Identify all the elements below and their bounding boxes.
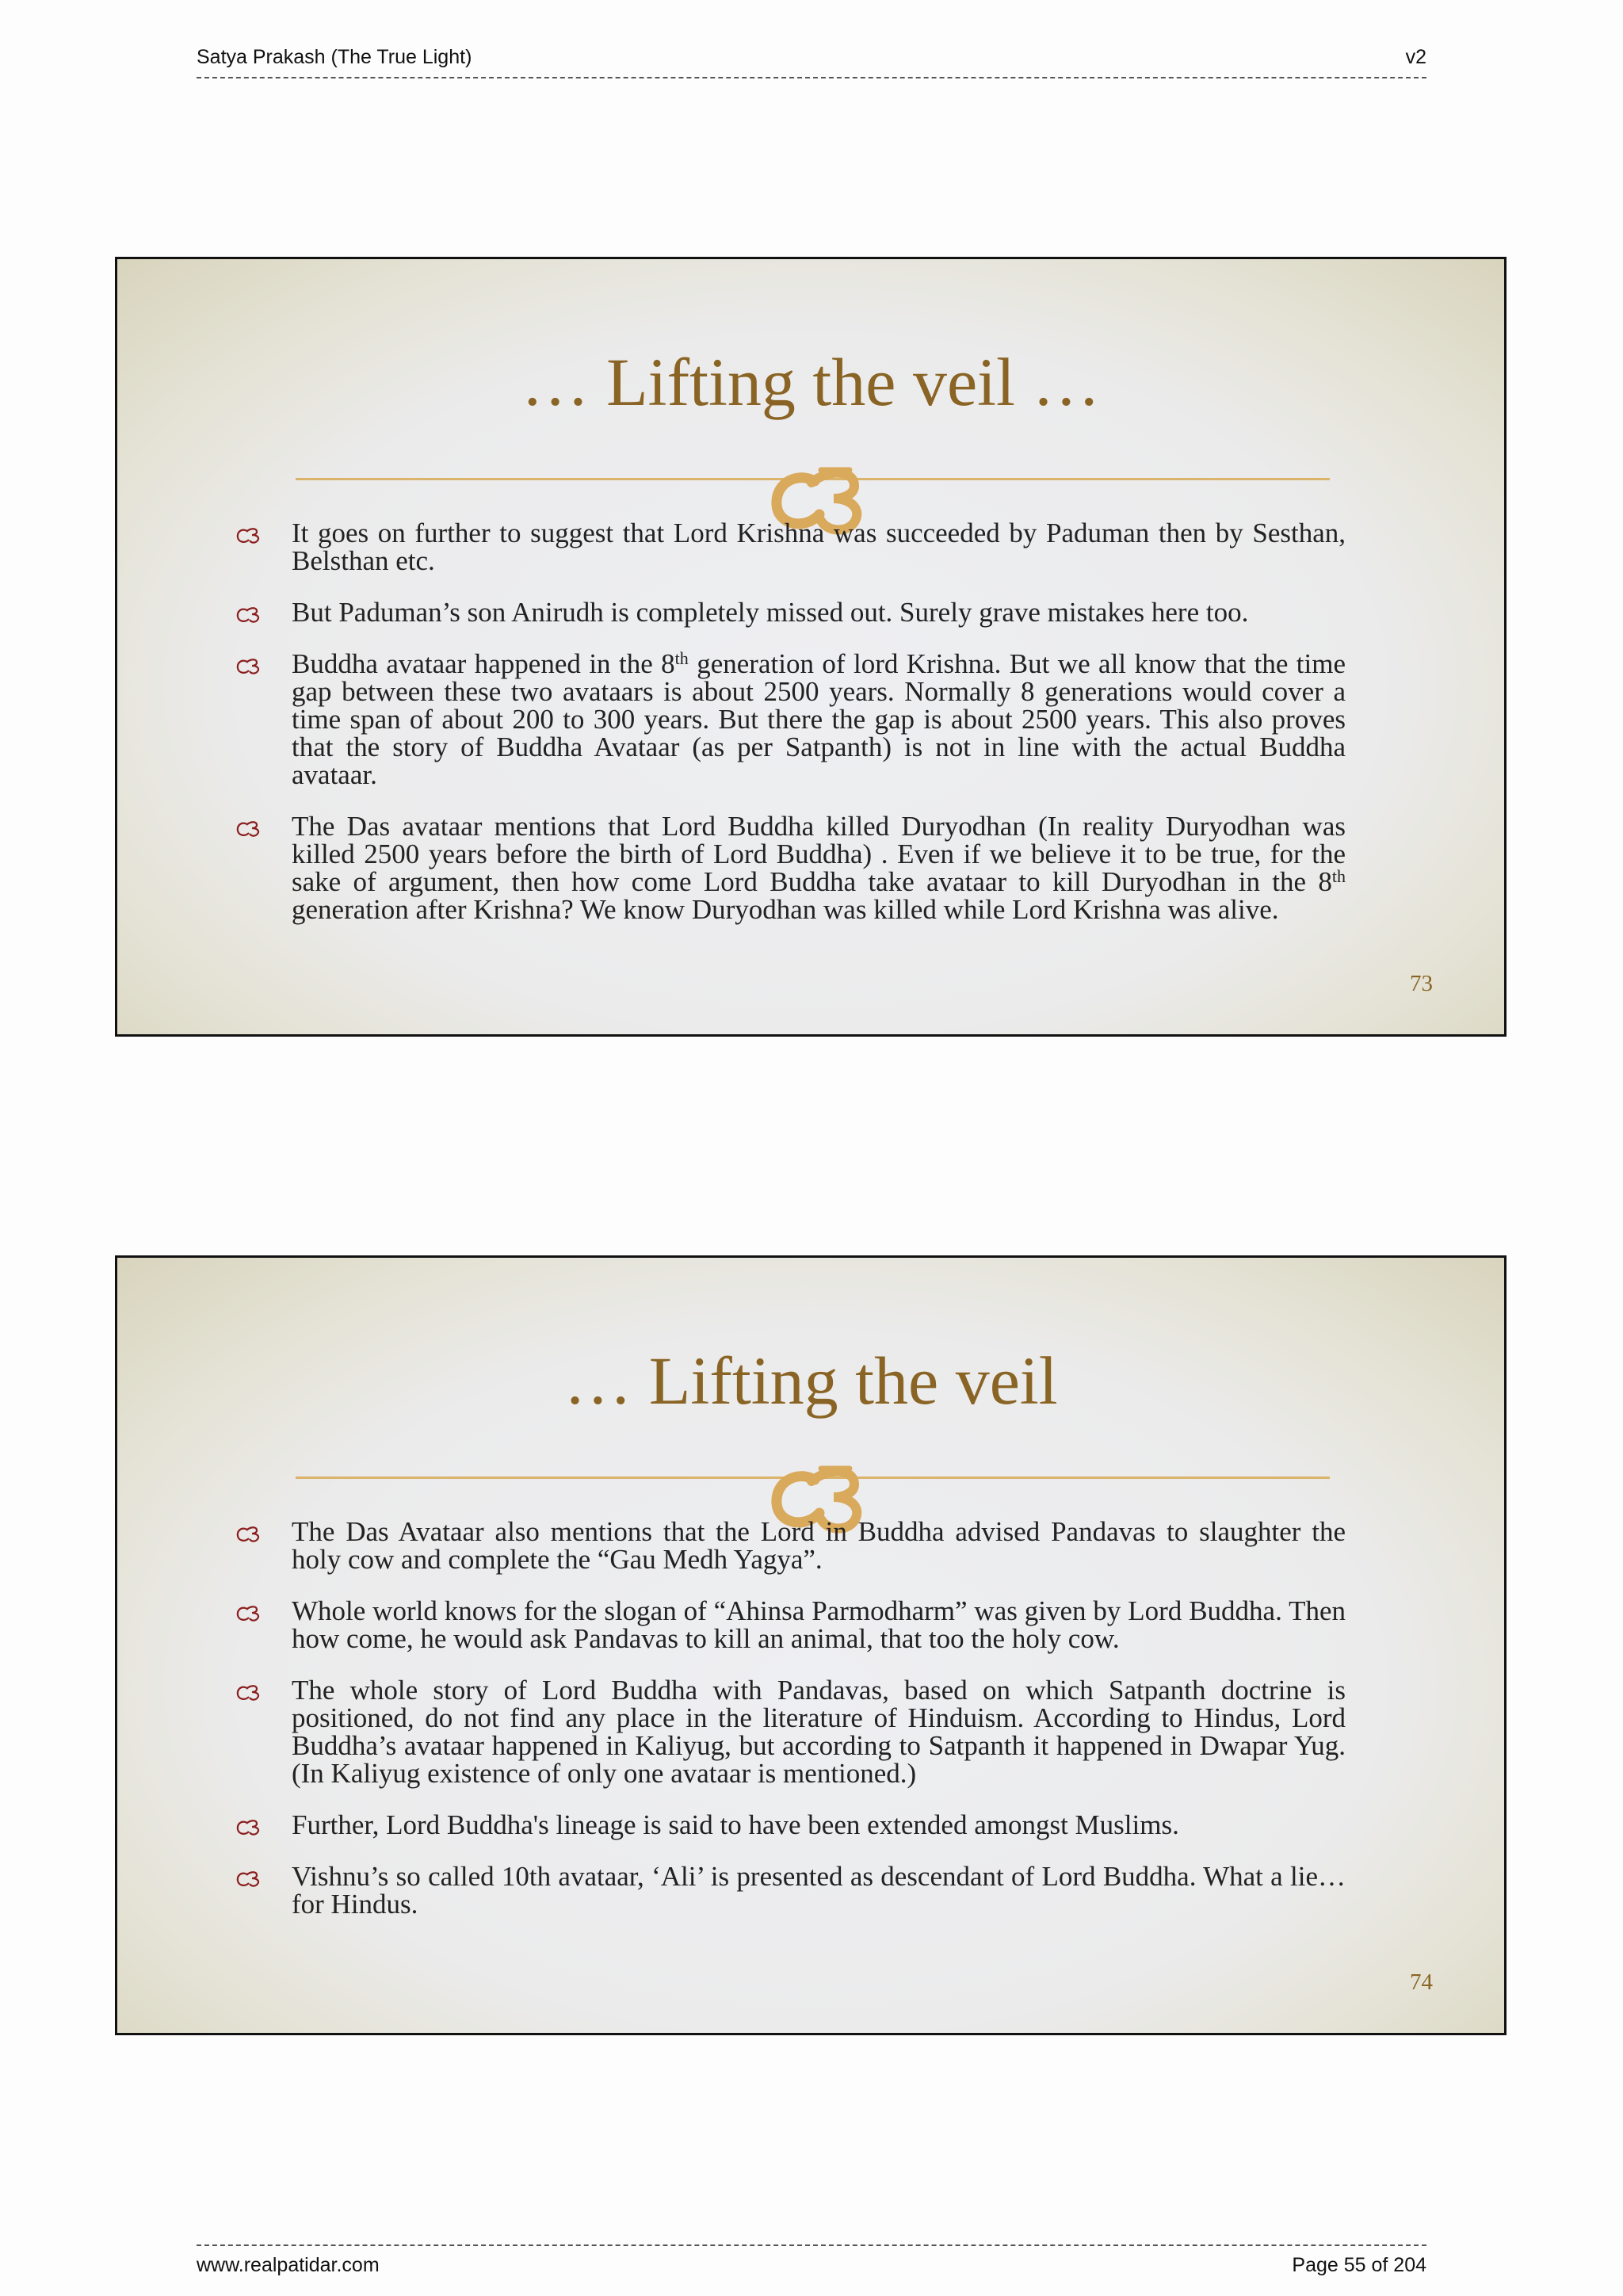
bullet-text: But Paduman’s son Anirudh is completely missed out. Surely grave mistakes here too.: [292, 597, 1249, 628]
list-item: [236, 1862, 1346, 1918]
slide-title: … Lifting the veil: [563, 1343, 1058, 1419]
bullet-list: [236, 1518, 1346, 1942]
swash-bullet-icon: [236, 820, 265, 838]
bullet-list: [236, 519, 1346, 947]
slide-73: [115, 257, 1507, 1037]
document-version: v2: [1405, 46, 1426, 68]
list-item: [236, 1518, 1346, 1573]
slide-number: 73: [1410, 971, 1433, 996]
swash-bullet-icon: [236, 1605, 265, 1622]
bullet-text: Further, Lord Buddha's lineage is said to have been extended amongst Muslims.: [292, 1809, 1179, 1840]
list-item: [236, 650, 1346, 789]
bullet-text: The Das Avataar also mentions that the Lord in Buddha advised Pandavas to slaughter the holy cow and complete the “Gau Medh Yagya”.: [292, 1516, 1346, 1575]
bullet-text: The whole story of Lord Buddha with Pandavas, based on which Satpanth doctrine is positioned, do not find any place in the literature of Hinduism. According to Hindus, Lord Buddha’s avataar happened in Kaliyug, but according to Satpanth it happened in Dwapar Yug. (In Kaliyug existence of only one avataar is mentioned.): [292, 1675, 1346, 1789]
swash-bullet-icon: [236, 1526, 265, 1543]
ordinal-superscript: th: [1331, 866, 1346, 886]
bullet-text: generation of lord Krishna. But we all know that the time gap between these two avataars is about 2500 years. Normally 8 generations would cover a time span of about 200 to 300 years. But there the gap is about 2500 years. This also proves that the story of Buddha Avataar (as per Satpanth) is not in line with the actual Buddha avataar.: [292, 648, 1346, 790]
bullet-text: Buddha avataar happened in the 8: [292, 648, 675, 679]
website-link[interactable]: www.realpatidar.com: [197, 2254, 380, 2276]
header-divider: [197, 77, 1426, 78]
ordinal-superscript: th: [674, 648, 689, 668]
page-indicator: Page 55 of 204: [1292, 2254, 1426, 2276]
list-item: [236, 519, 1346, 575]
bullet-text: The Das avataar mentions that Lord Buddha killed Duryodhan (In reality Duryodhan was killed 2500 years before the birth of Lord Buddha) . Even if we believe it to be true, for the sake of argument, then how come Lord Buddha take avataar to kill Duryodhan in the 8: [292, 811, 1346, 897]
slide-74: [115, 1255, 1507, 2035]
bullet-text: Vishnu’s so called 10th avataar, ‘Ali’ is presented as descendant of Lord Buddha. What a lie… for Hindus.: [292, 1861, 1346, 1920]
page-header: [197, 46, 1426, 83]
swash-bullet-icon: [236, 1819, 265, 1836]
list-item: [236, 812, 1346, 923]
document-title: Satya Prakash (The True Light): [197, 46, 472, 68]
bullet-text: It goes on further to suggest that Lord Krishna was succeeded by Paduman then by Sesthan, Belsthan etc.: [292, 518, 1346, 576]
list-item: [236, 1597, 1346, 1652]
bullet-text: generation after Krishna? We know Duryodhan was killed while Lord Krishna was alive.: [292, 894, 1279, 925]
footer-divider: [197, 2244, 1426, 2246]
swash-bullet-icon: [236, 606, 265, 624]
slide-number: 74: [1410, 1969, 1433, 1995]
page-footer: [197, 2240, 1426, 2277]
list-item: [236, 598, 1346, 626]
list-item: [236, 1676, 1346, 1787]
slide-title: … Lifting the veil …: [521, 344, 1101, 420]
swash-bullet-icon: [236, 527, 265, 544]
list-item: [236, 1811, 1346, 1839]
swash-bullet-icon: [236, 1684, 265, 1702]
swash-bullet-icon: [236, 658, 265, 675]
swash-bullet-icon: [236, 1870, 265, 1888]
bullet-text: Whole world knows for the slogan of “Ahinsa Parmodharm” was given by Lord Buddha. Then how come, he would ask Pandavas to kill an animal, that too the holy cow.: [292, 1595, 1346, 1654]
